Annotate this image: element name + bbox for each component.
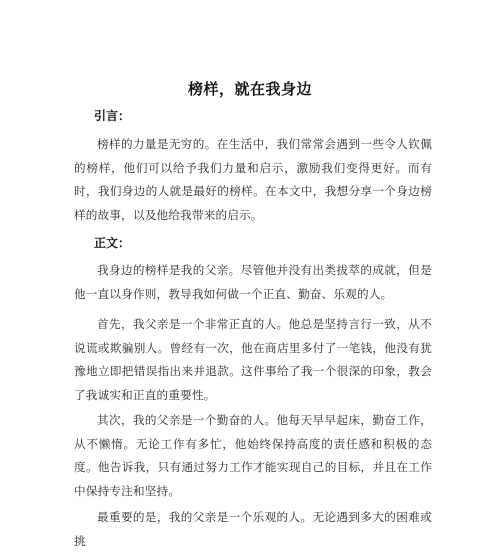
body-paragraph-2: 首先，我父亲是一个非常正直的人。他总是坚持言行一致，从不说谎或欺骗别人。曾经有一次，他在商店里多付了一笔钱，他没有犹豫地立即把错误指出来并退款。这件事给了我一个很深的印象，教会了我诚实和正直的重要性。 [74,317,432,402]
intro-paragraph: 榜样的力量是无穷的。在生活中，我们常常会遇到一些令人钦佩的榜样，他们可以给予我们力量和启示，激励我们变得更好。而有时，我们身边的人就是最好的榜样。在本文中，我想分享一个身边榜样的故事，以及他给我带来的启示。 [74,137,432,222]
document-title: 榜样，就在我身边 [187,80,312,98]
body-paragraph-1: 我身边的榜样是我的父亲。尽管他并没有出类拔萃的成就，但是他一直以身作则，教导我如何做一个正直、勤奋、乐观的人。 [74,263,432,301]
body-heading: 正文： [94,236,131,250]
body-paragraph-4: 最重要的是，我的父亲是一个乐观的人。无论遇到多大的困难或挑 [74,510,432,548]
intro-heading: 引言： [94,109,131,123]
body-paragraph-3: 其次，我的父亲是一个勤奋的人。他每天早早起床，勤奋工作，从不懒惰。无论工作有多忙，他始终保持高度的责任感和积极的态度。他告诉我，只有通过努力工作才能实现自己的目标，并且在工作中保持专注和坚持。 [74,413,432,498]
